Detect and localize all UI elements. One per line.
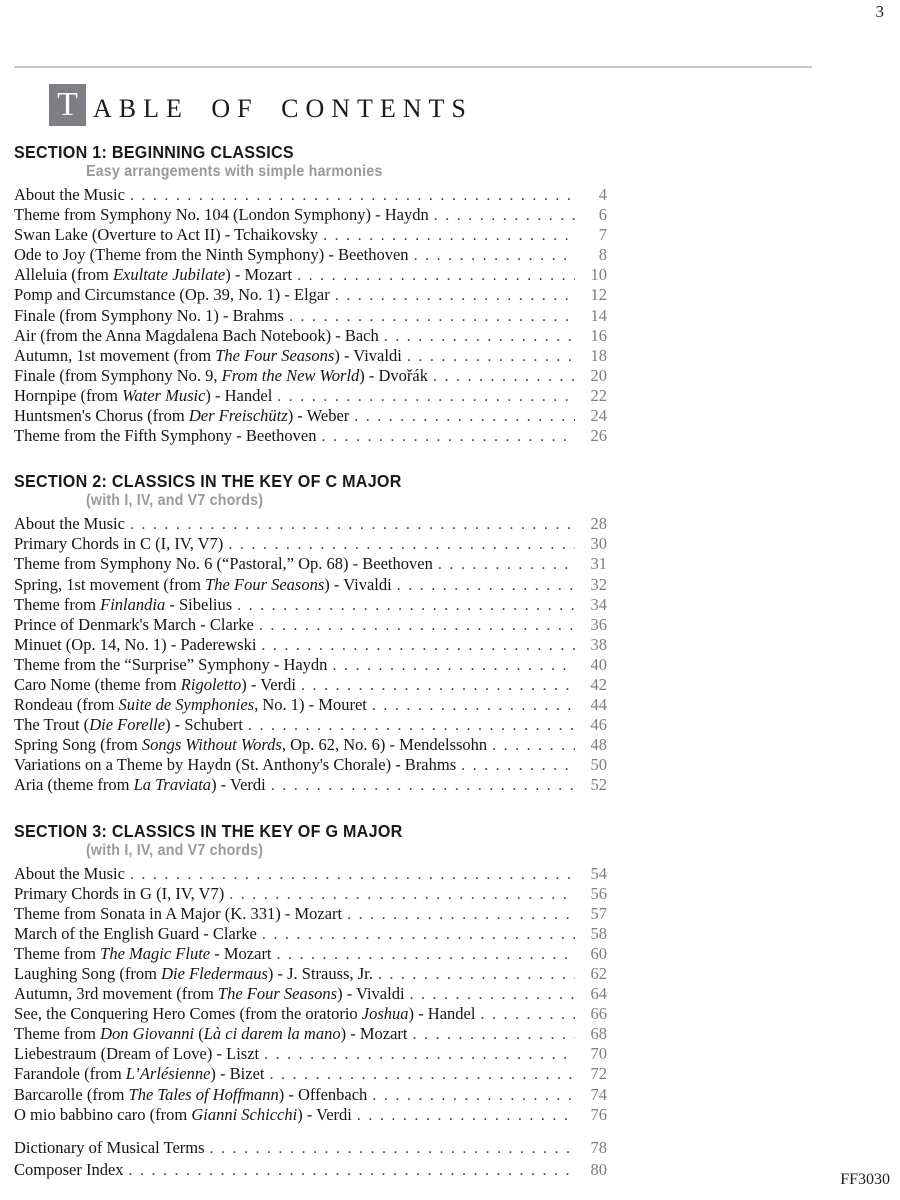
dot-leader <box>210 1140 575 1158</box>
toc-entry-page: 28 <box>590 514 607 534</box>
toc-entry-title: About the Music <box>14 514 125 534</box>
toc-entry-title: Air (from the Anna Magdalena Bach Notebook) - Bach <box>14 325 379 345</box>
toc-entry-page: 4 <box>598 185 607 204</box>
toc-row <box>14 984 607 1004</box>
toc-entry-title: Theme from Don Giovanni (Là ci darem la mano) - Mozart <box>14 1024 408 1044</box>
toc-row <box>14 1138 607 1160</box>
toc-entry-page: 20 <box>590 365 607 385</box>
toc-entry-page: 6 <box>598 205 607 225</box>
toc-row <box>14 924 607 944</box>
dot-leader <box>130 187 575 205</box>
toc-entry-title: March of the English Guard - Clarke <box>14 923 257 943</box>
toc-entry-title: Theme from The Magic Flute - Mozart <box>14 943 272 963</box>
dot-leader <box>248 717 575 735</box>
dot-leader <box>434 207 575 225</box>
toc-sections <box>14 142 607 1125</box>
toc-entry-page: 38 <box>590 634 607 654</box>
toc-entry-title: Ode to Joy (Theme from the Ninth Symphony) - Beethoven <box>14 245 409 265</box>
dot-leader <box>378 966 575 984</box>
toc-row <box>14 635 607 655</box>
toc-entry-title: Spring Song (from Songs Without Words, Op. 62, No. 6) - Mendelssohn <box>14 735 488 755</box>
dot-leader <box>130 866 575 884</box>
toc-row <box>14 735 607 755</box>
toc-entry-page: 56 <box>590 883 607 903</box>
toc-row <box>14 554 607 574</box>
toc-entry-title: Aria (theme from La Traviata) - Verdi <box>14 775 266 795</box>
toc-entry-page: 7 <box>598 225 607 245</box>
toc-entry-page: 32 <box>590 574 607 594</box>
toc-entry-title: Theme from the “Surprise” Symphony - Haydn <box>14 654 328 674</box>
toc-entry-title: Theme from Sonata in A Major (K. 331) - Mozart <box>14 903 343 923</box>
section-subtitle: Easy arrangements with simple harmonies <box>86 163 383 180</box>
toc-entry-title: Finale (from Symphony No. 1) - Brahms <box>14 305 284 325</box>
toc-entry-title: Liebestraum (Dream of Love) - Liszt <box>14 1044 260 1064</box>
dot-leader <box>492 737 575 755</box>
dot-leader <box>332 657 575 675</box>
toc-entry-page: 48 <box>590 735 607 755</box>
toc-row <box>14 1044 607 1064</box>
toc-section <box>14 821 607 1125</box>
toc-row <box>14 964 607 984</box>
toc-entry-title: Rondeau (from Suite de Symphonies, No. 1) - Mouret <box>14 695 367 715</box>
dot-leader <box>357 1107 575 1125</box>
toc-entry-title: Theme from the Fifth Symphony - Beethoven <box>14 426 317 446</box>
toc-entry-title: Caro Nome (theme from Rigoletto) - Verdi <box>14 674 296 694</box>
dot-leader <box>323 227 575 245</box>
dot-leader <box>229 886 575 904</box>
page-title <box>49 84 473 126</box>
toc-entry-page: 50 <box>590 755 607 775</box>
toc-entry-title: Barcarolle (from The Tales of Hoffmann) - Offenbach <box>14 1084 368 1104</box>
toc-entry-title: Prince of Denmark's March - Clarke <box>14 614 254 634</box>
catalog-number: FF3030 <box>840 1171 890 1188</box>
section-heading: SECTION 3: CLASSICS IN THE KEY OF G MAJOR <box>14 820 403 841</box>
toc-entry-title: About the Music <box>14 185 125 204</box>
toc-entry-page: 68 <box>590 1024 607 1044</box>
toc-entry-page: 42 <box>590 674 607 694</box>
toc-entry-page: 16 <box>590 325 607 345</box>
toc-entry-page: 72 <box>590 1064 607 1084</box>
toc-row <box>14 615 607 635</box>
toc-entry-title: Alleluia (from Exultate Jubilate) - Mozart <box>14 265 293 285</box>
toc-row <box>14 655 607 675</box>
toc-row <box>14 755 607 775</box>
toc-row <box>14 575 607 595</box>
toc-entry-page: 76 <box>590 1104 607 1124</box>
toc-row <box>14 904 607 924</box>
toc-row <box>14 695 607 715</box>
toc-row <box>14 1105 607 1125</box>
toc-section <box>14 142 607 446</box>
toc-entry-page: 12 <box>590 285 607 305</box>
toc-entry-page: 60 <box>590 943 607 963</box>
dot-leader <box>414 247 575 265</box>
toc-entry-title: Primary Chords in C (I, IV, V7) <box>14 534 224 554</box>
toc-entry-page: 44 <box>590 695 607 715</box>
toc-entry-title: Huntsmen's Chorus (from Der Freischütz) - Weber <box>14 406 350 426</box>
dot-leader <box>354 408 575 426</box>
dot-leader <box>372 697 575 715</box>
toc-row <box>14 426 607 446</box>
toc-entry-page: 26 <box>590 426 607 446</box>
toc-row <box>14 675 607 695</box>
toc-entry-title: Hornpipe (from Water Music) - Handel <box>14 385 273 405</box>
toc-entry-page: 57 <box>590 903 607 923</box>
toc-row <box>14 285 607 305</box>
toc-entry-page: 24 <box>590 406 607 426</box>
toc-entry-title: Farandole (from L’Arlésienne) - Bizet <box>14 1064 265 1084</box>
toc-entry-page: 54 <box>590 863 607 883</box>
toc-entry-page: 40 <box>590 654 607 674</box>
toc-entry-page: 18 <box>590 345 607 365</box>
toc-entry-page: 14 <box>590 305 607 325</box>
dot-leader <box>228 536 575 554</box>
dot-leader <box>413 1026 576 1044</box>
dot-leader <box>438 556 575 574</box>
dropcap-t: T <box>49 84 86 126</box>
toc-entry-title: Composer Index <box>14 1159 124 1179</box>
section-heading: SECTION 1: BEGINNING CLASSICS <box>14 142 294 162</box>
toc-entry-page: 70 <box>590 1044 607 1064</box>
toc-entry-title: See, the Conquering Hero Comes (from the oratorio Joshua) - Handel <box>14 1004 476 1024</box>
dot-leader <box>407 348 575 366</box>
toc-row <box>14 306 607 326</box>
page-number: 3 <box>875 2 884 21</box>
dot-leader <box>259 617 575 635</box>
toc-entry-title: Dictionary of Musical Terms <box>14 1137 205 1157</box>
toc-row <box>14 1064 607 1084</box>
toc-entry-title: Swan Lake (Overture to Act II) - Tchaikovsky <box>14 225 319 245</box>
toc-entry-title: Theme from Symphony No. 6 (“Pastoral,” Op. 68) - Beethoven <box>14 554 433 574</box>
toc-row <box>14 185 607 205</box>
toc-entry-page: 8 <box>598 245 607 265</box>
toc-entry-page: 80 <box>590 1159 607 1179</box>
toc-entry-page: 46 <box>590 715 607 735</box>
section-subtitle: (with I, IV, and V7 chords) <box>86 492 264 510</box>
toc-row <box>14 514 607 534</box>
toc-row <box>14 715 607 735</box>
dot-leader <box>410 986 575 1004</box>
dot-leader <box>297 267 575 285</box>
toc-entry-title: Autumn, 3rd movement (from The Four Seasons) - Vivaldi <box>14 984 405 1004</box>
toc-row <box>14 326 607 346</box>
top-rule <box>14 66 812 68</box>
toc-row <box>14 386 607 406</box>
toc-entry-page: 36 <box>590 614 607 634</box>
toc <box>14 142 607 1181</box>
toc-entry-page: 62 <box>590 964 607 983</box>
toc-row <box>14 225 607 245</box>
dot-leader <box>237 597 575 615</box>
dot-leader <box>130 516 575 534</box>
toc-entry-page: 66 <box>590 1004 607 1024</box>
toc-entry-page: 31 <box>590 554 607 574</box>
toc-entry-title: Theme from Symphony No. 104 (London Symphony) - Haydn <box>14 205 429 225</box>
toc-entry-title: The Trout (Die Forelle) - Schubert <box>14 715 243 735</box>
toc-entry-page: 78 <box>590 1137 607 1157</box>
toc-row <box>14 944 607 964</box>
toc-entry-title: About the Music <box>14 863 125 883</box>
toc-entry-title: Minuet (Op. 14, No. 1) - Paderewski <box>14 634 257 654</box>
toc-row <box>14 245 607 265</box>
dot-leader <box>277 946 575 964</box>
toc-row <box>14 775 607 795</box>
toc-row <box>14 1085 607 1105</box>
toc-entry-page: 64 <box>590 984 607 1004</box>
dot-leader <box>301 677 575 695</box>
toc-entry-page: 58 <box>590 923 607 943</box>
dot-leader <box>261 637 575 655</box>
toc-entry-title: Finale (from Symphony No. 9, From the New World) - Dvořák <box>14 365 429 385</box>
toc-row <box>14 884 607 904</box>
toc-entry-page: 22 <box>590 385 607 405</box>
dot-leader <box>262 926 575 944</box>
dot-leader <box>433 368 575 386</box>
dot-leader <box>289 308 575 326</box>
dot-leader <box>461 757 575 775</box>
section-subtitle: (with I, IV, and V7 chords) <box>86 841 264 859</box>
toc-entry-title: Variations on a Theme by Haydn (St. Anthony's Chorale) - Brahms <box>14 755 457 775</box>
toc-row <box>14 1160 607 1182</box>
toc-row <box>14 205 607 225</box>
dot-leader <box>480 1006 575 1024</box>
dot-leader <box>271 777 575 795</box>
section-heading: SECTION 2: CLASSICS IN THE KEY OF C MAJOR <box>14 471 402 492</box>
toc-entry-title: Laughing Song (from Die Fledermaus) - J. Strauss, Jr. <box>14 964 373 983</box>
toc-row <box>14 265 607 285</box>
toc-backmatter <box>14 1138 607 1182</box>
page-title-text: ABLE OF CONTENTS <box>93 94 473 123</box>
toc-row <box>14 346 607 366</box>
toc-entry-title: Spring, 1st movement (from The Four Seasons) - Vivaldi <box>14 574 392 594</box>
toc-entry-title: Primary Chords in G (I, IV, V7) <box>14 883 225 903</box>
toc-entry-page: 34 <box>590 594 607 614</box>
dot-leader <box>129 1162 575 1180</box>
dot-leader <box>321 428 575 446</box>
toc-entry-page: 10 <box>590 265 607 285</box>
dot-leader <box>335 287 575 305</box>
toc-row <box>14 1024 607 1044</box>
dot-leader <box>372 1087 575 1105</box>
toc-section <box>14 471 607 795</box>
toc-entry-title: O mio babbino caro (from Gianni Schicchi) - Verdi <box>14 1104 352 1124</box>
toc-row <box>14 595 607 615</box>
toc-entry-page: 30 <box>590 534 607 554</box>
toc-row <box>14 406 607 426</box>
toc-entry-title: Pomp and Circumstance (Op. 39, No. 1) - Elgar <box>14 285 330 305</box>
toc-entry-page: 52 <box>590 775 607 795</box>
toc-entry-title: Theme from Finlandia - Sibelius <box>14 594 233 614</box>
toc-row <box>14 366 607 386</box>
dot-leader <box>269 1066 575 1084</box>
toc-entry-title: Autumn, 1st movement (from The Four Seasons) - Vivaldi <box>14 345 402 365</box>
toc-row <box>14 534 607 554</box>
dot-leader <box>397 577 575 595</box>
dot-leader <box>277 388 575 406</box>
dot-leader <box>347 906 575 924</box>
toc-row <box>14 864 607 884</box>
toc-entry-page: 74 <box>590 1084 607 1104</box>
toc-row <box>14 1004 607 1024</box>
dot-leader <box>264 1046 575 1064</box>
dot-leader <box>384 328 575 346</box>
